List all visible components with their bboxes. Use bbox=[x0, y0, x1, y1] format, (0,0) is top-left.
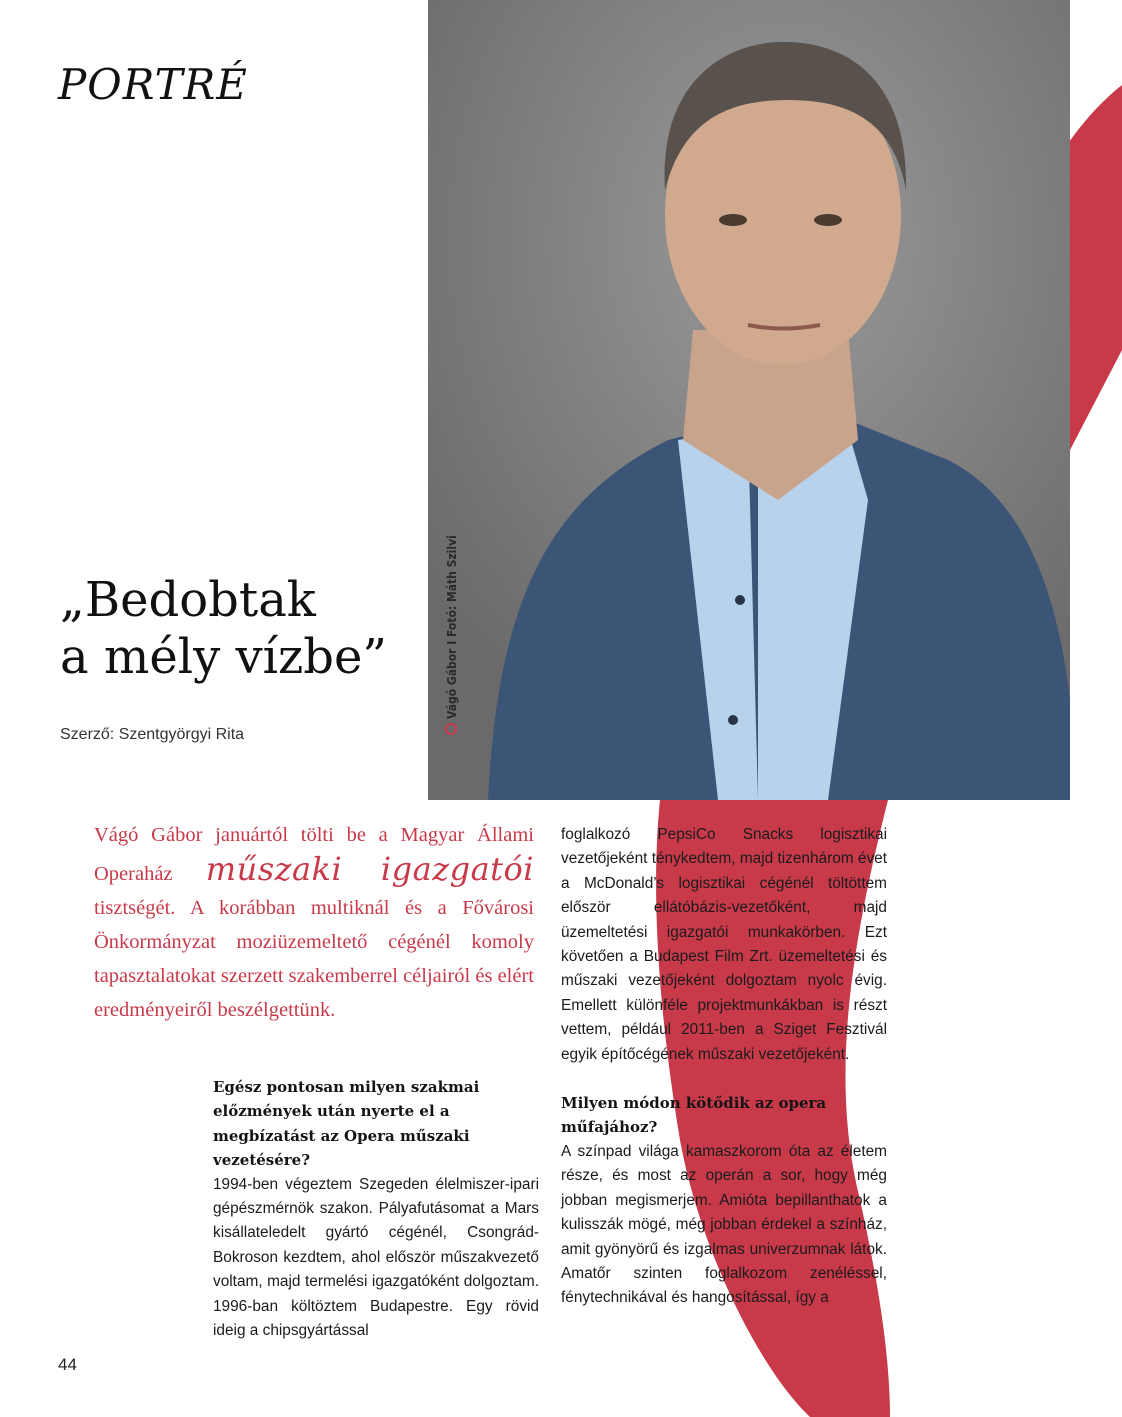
column-1 bbox=[213, 1075, 539, 1343]
credit-ring-icon bbox=[445, 723, 457, 735]
page-number: 44 bbox=[58, 1355, 77, 1374]
lead-text-2: tisztségét. A korábban multiknál és a Fővárosi Önkormányzat moziüzemeltető cégénél komoly tapasztalatokat szerzett szakemberrel céljairól és elért eredményeiről beszélgettünk. bbox=[94, 897, 534, 1021]
lead-highlight: műszaki igazgatói bbox=[205, 850, 534, 888]
lead-paragraph bbox=[94, 818, 534, 1027]
lead-text-1: Vágó Gábor januártól tölti be a Magyar Állami Operaház bbox=[94, 824, 534, 885]
question-1: Egész pontosan milyen szakmai előzmények után nyerte el a megbízatást az Opera műszaki vezetésére? bbox=[213, 1078, 480, 1170]
answer-1: 1994-ben végeztem Szegeden élelmiszer-ipari gépészmérnök szakon. Pályafutásomat a Mars kisállateledelt gyártó cégénél, Csongrád-Bokroson kezdtem, ahol először műszakvezető voltam, majd termelési igazgatóként dolgoztam. 1996-ban költöztem Budapestre. Egy rövid ideig a chipsgyártással bbox=[213, 1175, 539, 1340]
column-2 bbox=[561, 823, 887, 1311]
headline-line-1: „Bedobtak bbox=[60, 572, 316, 628]
photo-credit-text: Vágó Gábor I Fotó: Máth Szilvi bbox=[445, 535, 459, 719]
question-2: Milyen módon kötődik az opera műfajához? bbox=[561, 1094, 827, 1137]
section-label: PORTRÉ bbox=[58, 60, 248, 109]
answer-1-continuation: foglalkozó PepsiCo Snacks logisztikai vezetőjeként ténykedtem, majd tizenhárom évet a McDonald’s logisztikai cégénél töltöttem először ellátóbázis-vezetőként, majd üzemeltetési igazgatói munkakörben. Ezt követően a Budapest Film Zrt. üzemeltetési és műszaki vezetőjeként dolgoztam nyolc évig. Emellett különféle projektmunkákban is részt vettem, például 2011-ben a Sziget Fesztivál egyik építőcégének műszaki vezetőjeként. bbox=[561, 826, 887, 1063]
portrait-photo bbox=[428, 0, 1070, 800]
headline-line-2: a mély vízbe” bbox=[60, 629, 387, 685]
headline bbox=[60, 572, 420, 686]
author-byline: Szerző: Szentgyörgyi Rita bbox=[60, 726, 245, 743]
answer-2: A színpad világa kamaszkorom óta az életem része, és most az operán a sor, hogy még jobban megismerjem. Amióta bepillanthatok a kulisszák mögé, még jobban érdekel a színház, amit gyönyörű és izgalmas univerzumnak látok. Amatőr szinten foglalkozom zenéléssel, fénytechnikával és hangosítással, így a bbox=[561, 1142, 887, 1307]
photo-credit bbox=[445, 535, 459, 735]
